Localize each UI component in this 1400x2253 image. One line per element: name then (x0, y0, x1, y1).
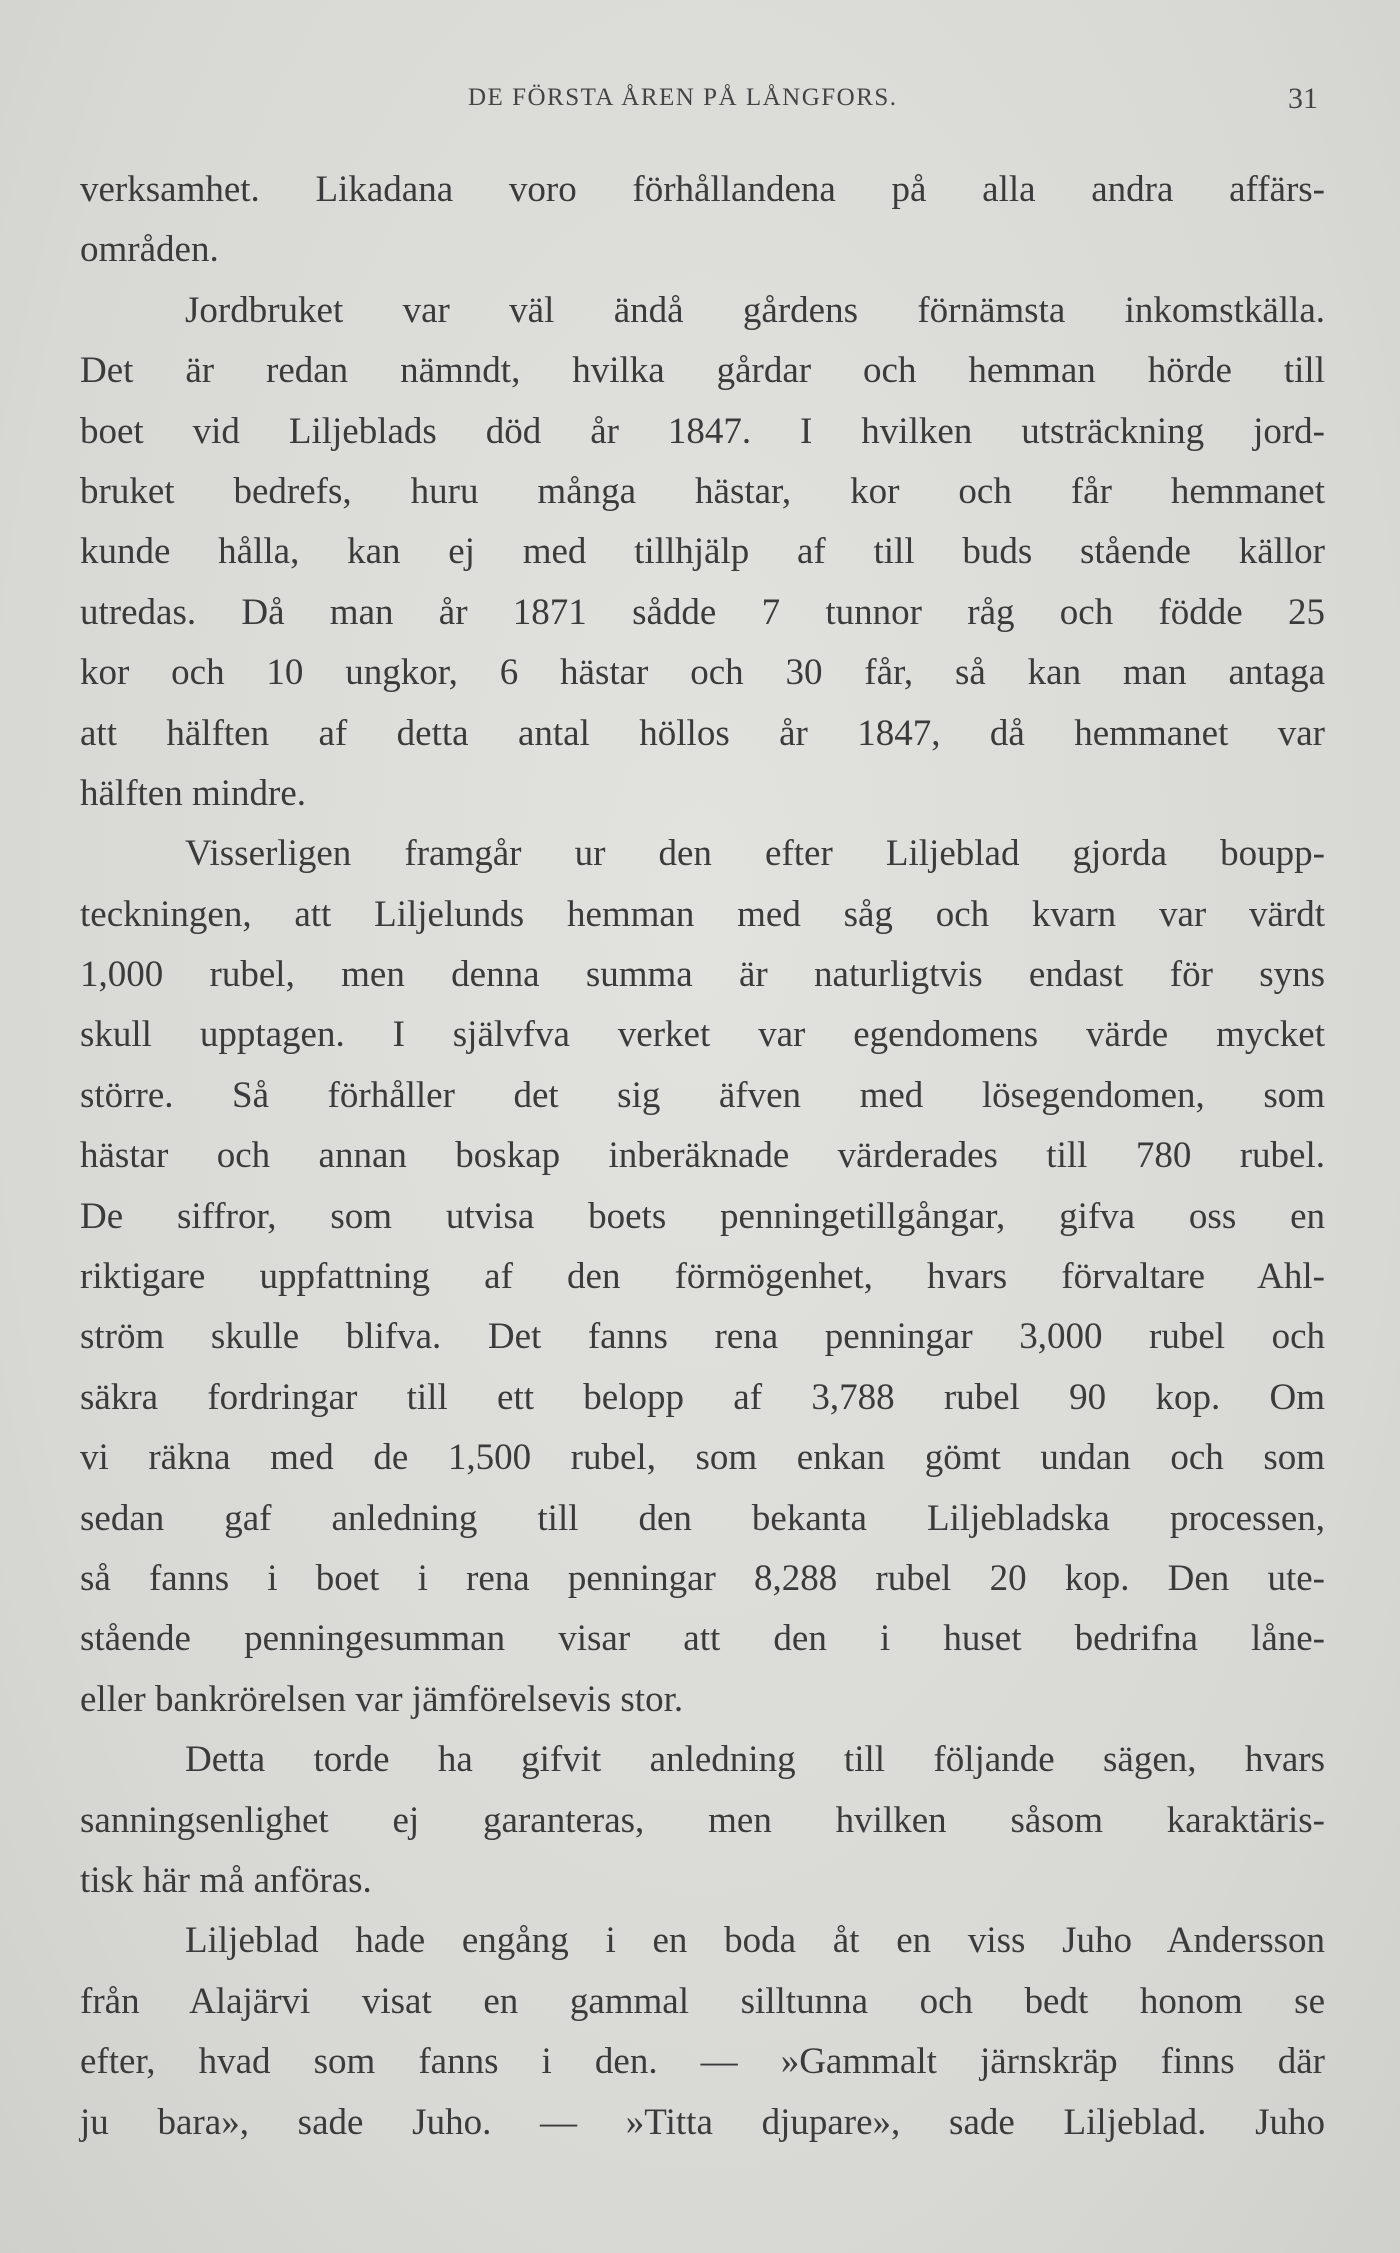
text-line: sedan gaf anledning till den bekanta Liljebladska processen, (80, 1497, 1325, 1539)
text-line: Visserligen framgår ur den efter Liljeblad gjorda boupp- (185, 833, 1325, 875)
text-line: hälften mindre. (80, 772, 307, 814)
text-line: från Alajärvi visat en gammal silltunna och bedt honom se (80, 1980, 1325, 2022)
text-line: 1,000 rubel, men denna summa är naturligtvis endast för syns (80, 954, 1325, 996)
text-line: kor och 10 ungkor, 6 hästar och 30 får, så kan man antaga (80, 652, 1325, 694)
text-line: hästar och annan boskap inberäknade värderades till 780 rubel. (80, 1135, 1325, 1177)
text-line: Jordbruket var väl ändå gårdens förnämsta inkomstkälla. (185, 289, 1325, 331)
text-line: vi räkna med de 1,500 rubel, som enkan gömt undan och som (80, 1437, 1325, 1479)
text-line: sanningsenlighet ej garanteras, men hvilken såsom karaktäris- (80, 1799, 1325, 1841)
running-title: DE FÖRSTA ÅREN PÅ LÅNGFORS. (468, 84, 898, 111)
text-line: verksamhet. Likadana voro förhållandena på alla andra affärs- (80, 169, 1325, 210)
text-line: större. Så förhåller det sig äfven med lösegendomen, som (80, 1074, 1325, 1116)
text-line: teckningen, att Liljelunds hemman med såg och kvarn var värdt (80, 893, 1325, 935)
text-line: ju bara», sade Juho. — »Titta djupare», sade Liljeblad. Juho (80, 2101, 1325, 2143)
text-line: säkra fordringar till ett belopp af 3,788 rubel 90 kop. Om (80, 1376, 1325, 1418)
text-line: kunde hålla, kan ej med tillhjälp af till buds stående källor (80, 531, 1325, 573)
text-line: tisk här må anföras. (80, 1859, 372, 1901)
text-line: boet vid Liljeblads död år 1847. I hvilken utsträckning jord- (80, 410, 1325, 452)
body-text (80, 160, 1325, 2153)
page-number: 31 (1288, 82, 1318, 115)
text-line: riktigare uppfattning af den förmögenhet, hvars förvaltare Ahl- (80, 1256, 1325, 1298)
text-line: efter, hvad som fanns i den. — »Gammalt järnskräp finns där (80, 2041, 1325, 2083)
text-line: stående penningesumman visar att den i huset bedrifna låne- (80, 1618, 1325, 1660)
text-line: Liljeblad hade engång i en boda åt en viss Juho Andersson (185, 1920, 1325, 1962)
text-line: Detta torde ha gifvit anledning till följande sägen, hvars (185, 1739, 1325, 1781)
text-line: Det är redan nämndt, hvilka gårdar och hemman hörde till (80, 350, 1325, 392)
text-line: utredas. Då man år 1871 sådde 7 tunnor råg och födde 25 (80, 591, 1325, 633)
text-line: eller bankrörelsen var jämförelsevis stor. (80, 1678, 684, 1720)
text-line: områden. (80, 229, 219, 271)
text-line: De siffror, som utvisa boets penningetillgångar, gifva oss en (80, 1195, 1325, 1237)
text-line: bruket bedrefs, huru många hästar, kor och får hemmanet (80, 470, 1325, 512)
page-header (0, 78, 1400, 118)
text-line: så fanns i boet i rena penningar 8,288 rubel 20 kop. Den ute- (80, 1557, 1325, 1599)
text-line: skull upptagen. I självfva verket var egendomens värde mycket (80, 1014, 1325, 1056)
text-line: ström skulle blifva. Det fanns rena penningar 3,000 rubel och (80, 1316, 1325, 1358)
text-line: att hälften af detta antal höllos år 1847, då hemmanet var (80, 712, 1325, 754)
